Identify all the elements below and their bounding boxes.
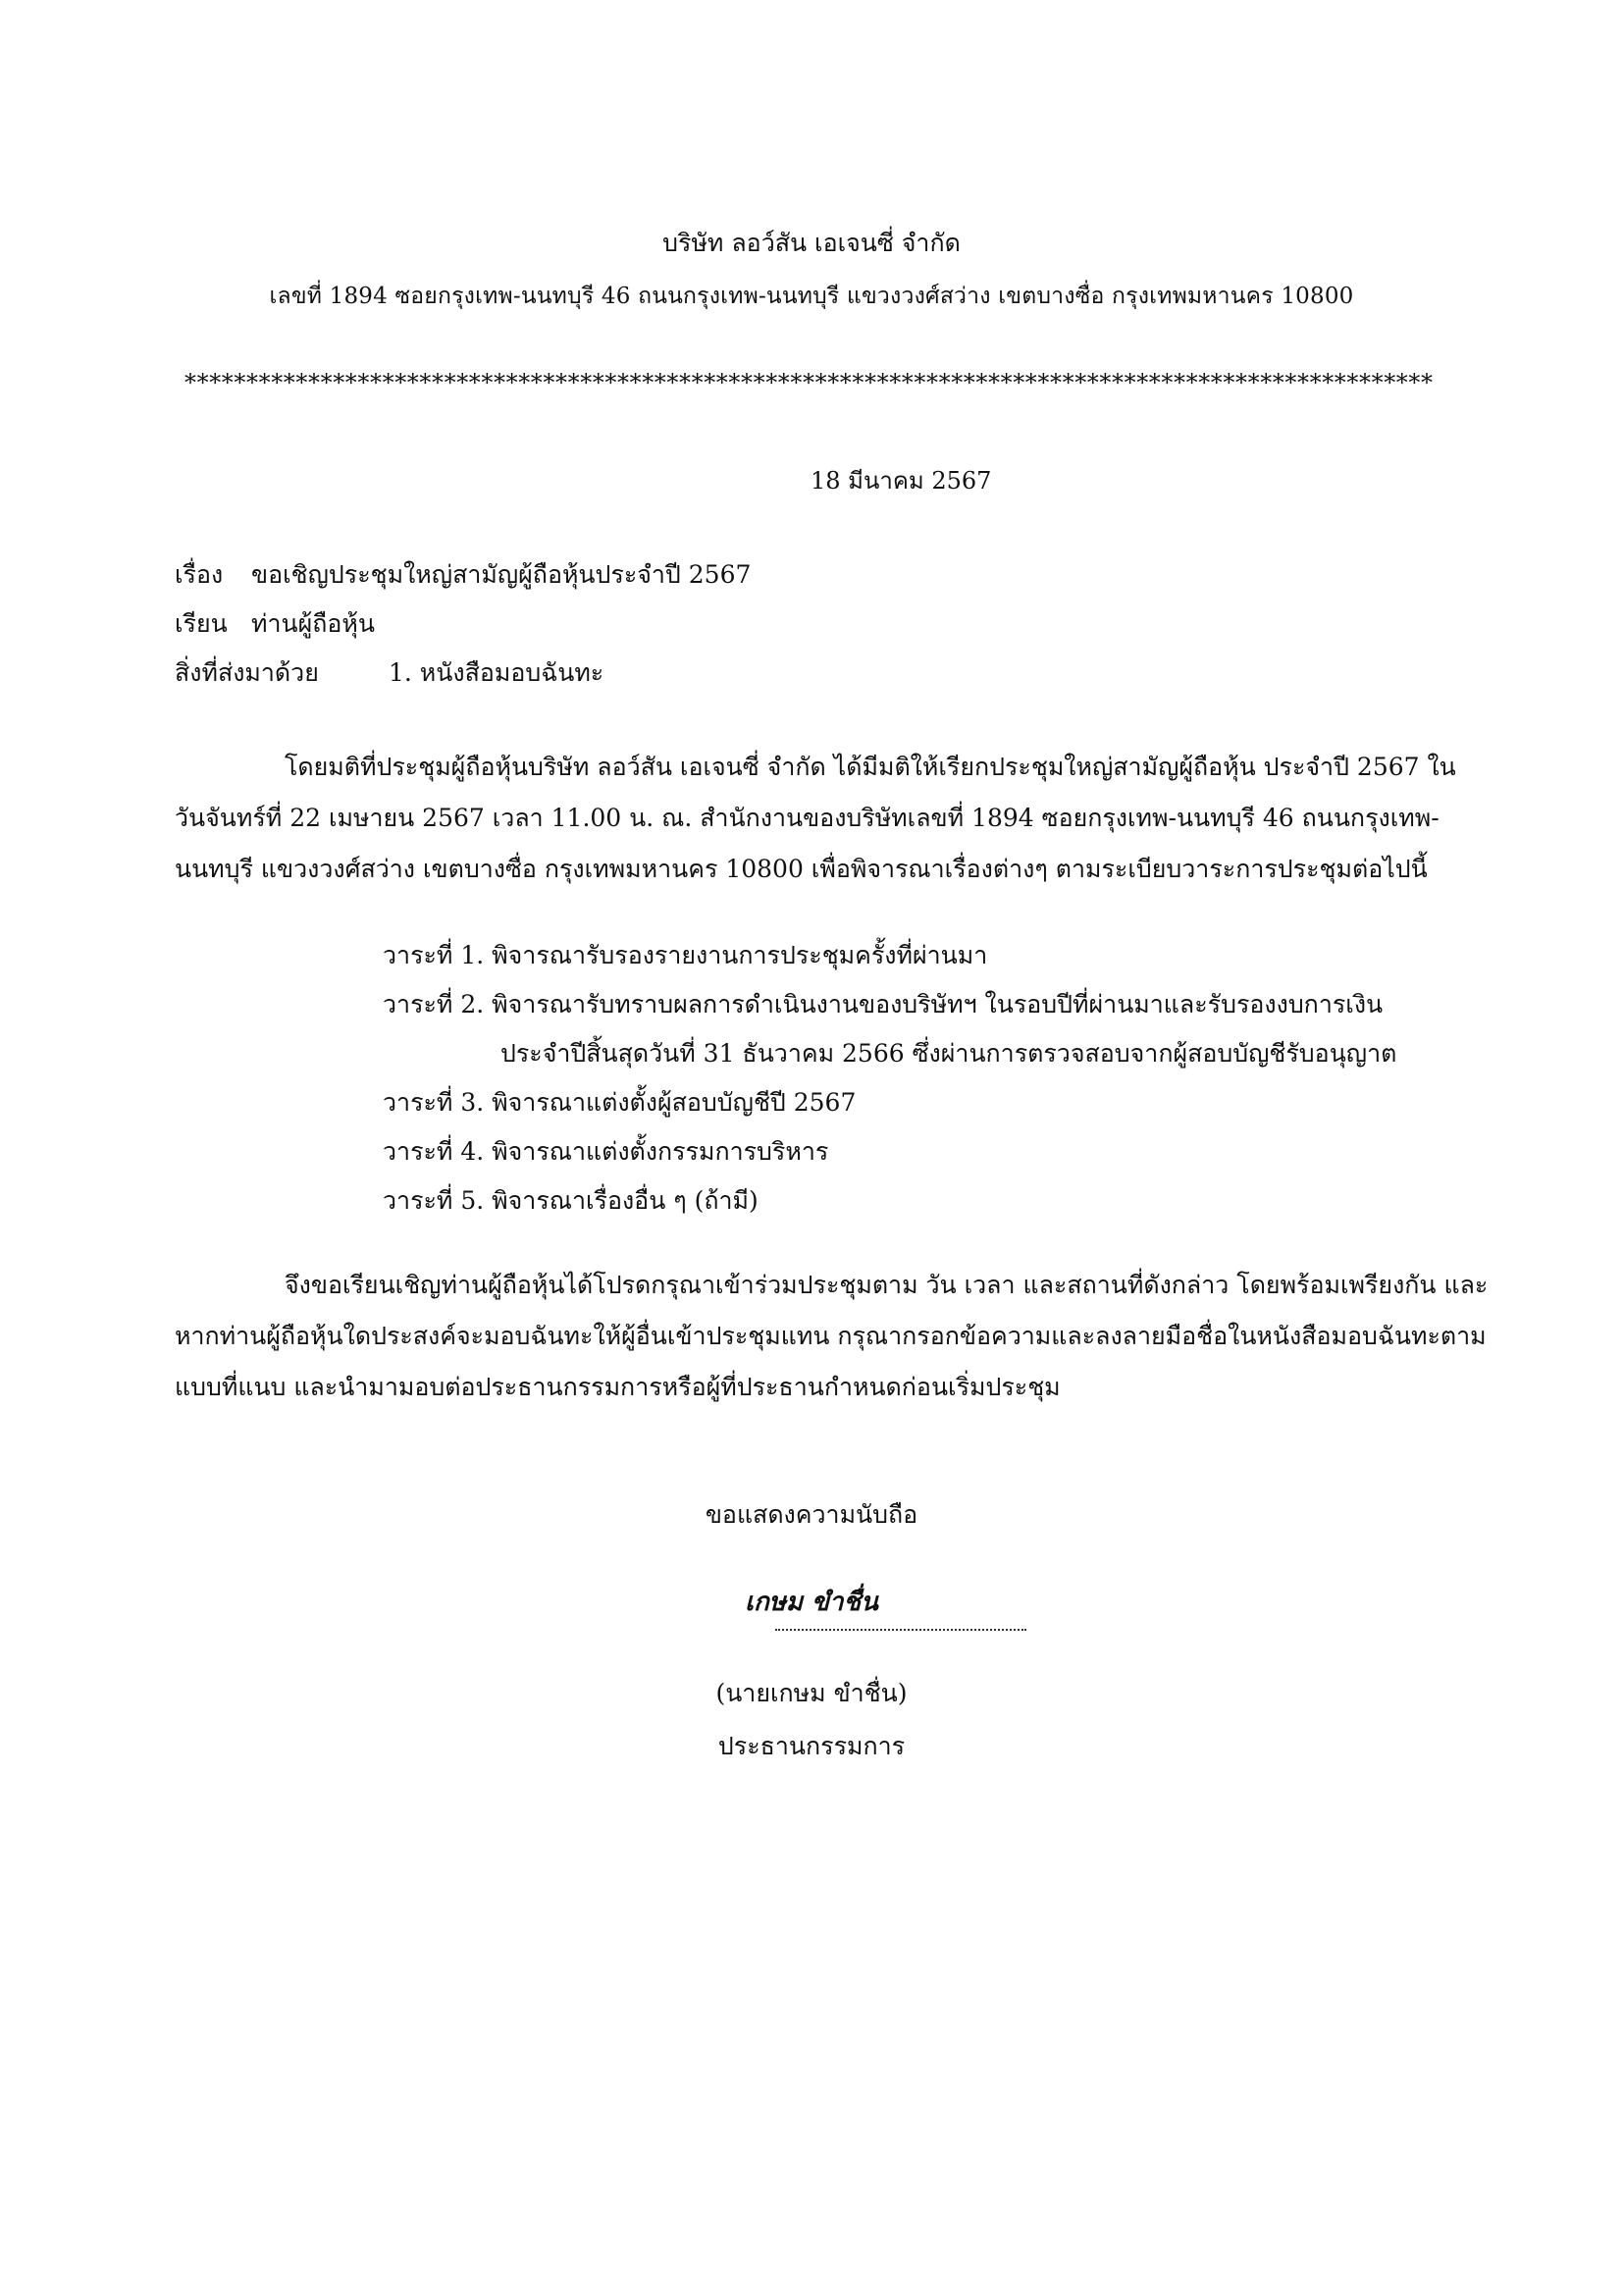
paragraph2-line3: แบบที่แนบ และนำมามอบต่อประธานกรรมการหรือผู้ที่ประธานกำหนดก่อนเริ่มประชุม (175, 1373, 1061, 1401)
agenda-item-1: วาระที่ 1. พิจารณารับรองรายงานการประชุมครั้งที่ผ่านมา (383, 941, 988, 969)
paragraph2-line1: จึงขอเรียนเชิญท่านผู้ถือหุ้นได้โปรดกรุณาเข้าร่วมประชุมตาม วัน เวลา และสถานที่ดังกล่าว โดยพร้อมเพรียงกัน และ (285, 1271, 1489, 1299)
subject-label: เรื่อง (175, 560, 224, 589)
subject-text: ขอเชิญประชุมใหญ่สามัญผู้ถือหุ้นประจำปี 2567 (251, 560, 752, 589)
paragraph2-line2: หากท่านผู้ถือหุ้นใดประสงค์จะมอบฉันทะให้ผู้อื่นเข้าประชุมแทน กรุณากรอกข้อความและลงลายมือชื่อในหนังสือมอบฉันทะตาม (175, 1322, 1487, 1350)
signature: เกษม ขำชื่น (745, 1588, 878, 1617)
paragraph1-line2: วันจันทร์ที่ 22 เมษายน 2567 เวลา 11.00 น. ณ. สำนักงานของบริษัทเลขที่ 1894 ซอยกรุงเทพ-นนทบุรี 46 ถนนกรุงเทพ- (175, 804, 1440, 832)
separator-line: ***************************************************************************************************** (184, 369, 1434, 396)
company-address: เลขที่ 1894 ซอยกรุงเทพ-นนทบุรี 46 ถนนกรุงเทพ-นนทบุรี แขวงวงศ์สว่าง เขตบางซื่อ กรุงเทพมหานคร 10800 (269, 284, 1354, 309)
recipient-text: ท่านผู้ถือหุ้น (251, 609, 375, 638)
subject-row (175, 555, 751, 595)
enclosure-label: สิ่งที่ส่งมาด้วย (175, 658, 319, 687)
signer-name: (นายเกษม ขำชื่น) (715, 1679, 908, 1707)
paragraph1-line3: นนทบุรี แขวงวงศ์สว่าง เขตบางซื่อ กรุงเทพมหานคร 10800 เพื่อพิจารณาเรื่องต่างๆ ตามระเบียบวาระการประชุมต่อไปนี้ (175, 855, 1428, 883)
signature-dotted-line (775, 1629, 1026, 1631)
letter-date: 18 มีนาคม 2567 (811, 467, 992, 495)
closing-salutation: ขอแสดงความนับถือ (705, 1500, 918, 1529)
recipient-row (175, 604, 375, 644)
recipient-label: เรียน (175, 609, 228, 638)
paragraph1-line1: โดยมติที่ประชุมผู้ถือหุ้นบริษัท ลอว์สัน เอเจนซี่ จำกัด ได้มีมติให้เรียกประชุมใหญ่สามัญผู้ถือหุ้น ประจำปี 2567 ใน (285, 753, 1456, 781)
agenda-item-2: วาระที่ 2. พิจารณารับทราบผลการดำเนินงานของบริษัทฯ ในรอบปีที่ผ่านมาและรับรองงบการเงิน (383, 990, 1384, 1018)
enclosure-row (175, 653, 603, 693)
signer-title: ประธานกรรมการ (717, 1732, 906, 1760)
agenda-item-5: วาระที่ 5. พิจารณาเรื่องอื่น ๆ (ถ้ามี) (383, 1186, 759, 1215)
enclosure-text: 1. หนังสือมอบฉันทะ (389, 658, 604, 687)
agenda-item-3: วาระที่ 3. พิจารณาแต่งตั้งผู้สอบบัญชีปี 2567 (383, 1088, 857, 1117)
agenda-item-2-continued: ประจำปีสิ้นสุดวันที่ 31 ธันวาคม 2566 ซึ่งผ่านการตรวจสอบจากผู้สอบบัญชีรับอนุญาต (500, 1039, 1397, 1068)
company-name: บริษัท ลอว์สัน เอเจนซี่ จำกัด (662, 229, 961, 257)
agenda-item-4: วาระที่ 4. พิจารณาแต่งตั้งกรรมการบริหาร (383, 1137, 829, 1166)
